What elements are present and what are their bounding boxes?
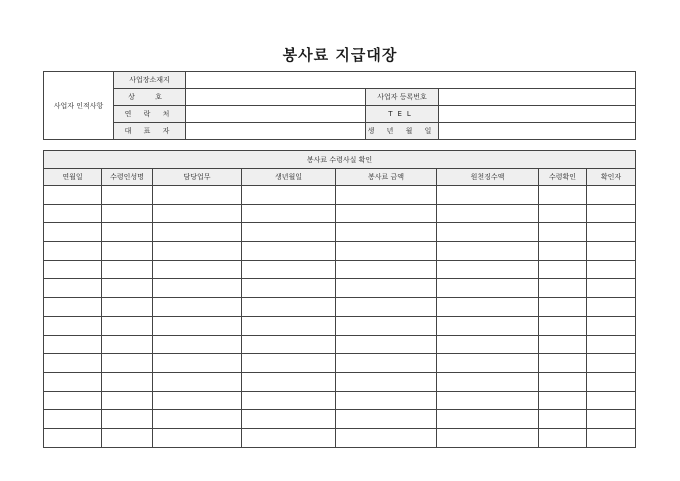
table-cell[interactable]	[587, 223, 636, 242]
table-cell[interactable]	[153, 223, 242, 242]
column-header: 수령인성명	[102, 169, 153, 186]
table-row	[44, 260, 636, 279]
table-cell[interactable]	[153, 242, 242, 261]
table-cell[interactable]	[539, 335, 587, 354]
location-field[interactable]	[186, 72, 636, 89]
table-cell[interactable]	[336, 204, 437, 223]
table-row	[44, 223, 636, 242]
table-row	[44, 242, 636, 261]
table-row	[44, 204, 636, 223]
table-cell[interactable]	[587, 354, 636, 373]
table-cell[interactable]	[242, 316, 336, 335]
table-cell[interactable]	[153, 186, 242, 205]
table-row	[44, 279, 636, 298]
table-cell[interactable]	[587, 242, 636, 261]
table-cell[interactable]	[437, 428, 539, 447]
table-cell[interactable]	[587, 372, 636, 391]
table-cell[interactable]	[587, 260, 636, 279]
table-cell[interactable]	[102, 354, 153, 373]
table-cell[interactable]	[336, 410, 437, 429]
table-cell[interactable]	[44, 279, 102, 298]
table-cell[interactable]	[242, 410, 336, 429]
table-cell[interactable]	[437, 279, 539, 298]
trade-name-field[interactable]	[186, 89, 366, 106]
table-cell[interactable]	[336, 260, 437, 279]
table-cell[interactable]	[102, 316, 153, 335]
table-cell[interactable]	[539, 428, 587, 447]
column-header: 원천징수액	[437, 169, 539, 186]
table-row	[44, 391, 636, 410]
table-cell[interactable]	[153, 391, 242, 410]
table-cell[interactable]	[437, 242, 539, 261]
table-cell[interactable]	[336, 242, 437, 261]
table-cell[interactable]	[102, 223, 153, 242]
table-cell[interactable]	[437, 391, 539, 410]
location-label: 사업장소재지	[114, 72, 186, 89]
table-cell[interactable]	[44, 242, 102, 261]
table-cell[interactable]	[539, 316, 587, 335]
table-cell[interactable]	[336, 335, 437, 354]
column-header: 수령확인	[539, 169, 587, 186]
table-cell[interactable]	[336, 186, 437, 205]
contact-label: 연 락 처	[114, 106, 186, 123]
table-cell[interactable]	[437, 316, 539, 335]
table-cell[interactable]	[102, 260, 153, 279]
table-cell[interactable]	[44, 335, 102, 354]
table-cell[interactable]	[102, 279, 153, 298]
representative-field[interactable]	[186, 123, 366, 140]
table-cell[interactable]	[242, 335, 336, 354]
table-cell[interactable]	[242, 428, 336, 447]
table-cell[interactable]	[437, 354, 539, 373]
table-cell[interactable]	[587, 428, 636, 447]
table-cell[interactable]	[336, 391, 437, 410]
representative-label: 대 표 자	[114, 123, 186, 140]
table-cell[interactable]	[44, 372, 102, 391]
table-cell[interactable]	[44, 354, 102, 373]
table-cell[interactable]	[102, 298, 153, 317]
table-cell[interactable]	[44, 223, 102, 242]
table-cell[interactable]	[539, 391, 587, 410]
table-cell[interactable]	[242, 391, 336, 410]
tel-label: TEL	[366, 106, 439, 123]
table-row	[44, 316, 636, 335]
table-cell[interactable]	[153, 354, 242, 373]
table-cell[interactable]	[102, 428, 153, 447]
table-row	[44, 428, 636, 447]
table-cell[interactable]	[587, 391, 636, 410]
service-charge-records-table	[43, 150, 636, 448]
table-row	[44, 372, 636, 391]
table-cell[interactable]	[437, 372, 539, 391]
column-header: 연월일	[44, 169, 102, 186]
table-cell[interactable]	[242, 242, 336, 261]
business-info-section-label: 사업자 인적사항	[44, 72, 114, 140]
table-row	[44, 298, 636, 317]
table-cell[interactable]	[587, 298, 636, 317]
table-cell[interactable]	[437, 410, 539, 429]
column-header: 봉사료 금액	[336, 169, 437, 186]
table-cell[interactable]	[242, 204, 336, 223]
table-cell[interactable]	[437, 223, 539, 242]
table-cell[interactable]	[336, 223, 437, 242]
records-section-title: 봉사료 수령사실 확인	[44, 151, 636, 169]
registration-number-label: 사업자 등록번호	[366, 89, 439, 106]
trade-name-label: 상 호	[114, 89, 186, 106]
business-info-table	[43, 71, 636, 140]
table-cell[interactable]	[539, 354, 587, 373]
table-cell[interactable]	[539, 279, 587, 298]
table-cell[interactable]	[336, 298, 437, 317]
table-cell[interactable]	[44, 260, 102, 279]
table-cell[interactable]	[587, 410, 636, 429]
table-cell[interactable]	[44, 410, 102, 429]
column-header: 생년월일	[242, 169, 336, 186]
table-cell[interactable]	[44, 298, 102, 317]
table-cell[interactable]	[336, 428, 437, 447]
table-cell[interactable]	[336, 316, 437, 335]
table-cell[interactable]	[153, 428, 242, 447]
table-cell[interactable]	[242, 372, 336, 391]
table-cell[interactable]	[153, 204, 242, 223]
registration-number-field[interactable]	[439, 89, 636, 106]
table-cell[interactable]	[539, 260, 587, 279]
table-cell[interactable]	[587, 316, 636, 335]
table-cell[interactable]	[587, 204, 636, 223]
table-cell[interactable]	[102, 410, 153, 429]
table-cell[interactable]	[539, 410, 587, 429]
table-cell[interactable]	[153, 298, 242, 317]
column-header: 확인자	[587, 169, 636, 186]
table-cell[interactable]	[242, 186, 336, 205]
table-cell[interactable]	[242, 223, 336, 242]
table-cell[interactable]	[437, 298, 539, 317]
birthdate-label: 생 년 월 일	[366, 123, 439, 140]
table-cell[interactable]	[102, 242, 153, 261]
birthdate-field[interactable]	[439, 123, 636, 140]
table-cell[interactable]	[539, 186, 587, 205]
table-cell[interactable]	[539, 372, 587, 391]
contact-field[interactable]	[186, 106, 366, 123]
table-cell[interactable]	[437, 335, 539, 354]
table-cell[interactable]	[153, 279, 242, 298]
table-cell[interactable]	[153, 335, 242, 354]
table-row	[44, 335, 636, 354]
table-cell[interactable]	[539, 223, 587, 242]
table-cell[interactable]	[437, 186, 539, 205]
table-cell[interactable]	[437, 260, 539, 279]
table-cell[interactable]	[44, 204, 102, 223]
table-cell[interactable]	[153, 372, 242, 391]
table-cell[interactable]	[242, 260, 336, 279]
table-row	[44, 410, 636, 429]
table-cell[interactable]	[587, 335, 636, 354]
table-cell[interactable]	[102, 335, 153, 354]
column-header: 담당업무	[153, 169, 242, 186]
table-cell[interactable]	[102, 372, 153, 391]
table-cell[interactable]	[153, 316, 242, 335]
table-cell[interactable]	[102, 204, 153, 223]
document-title: 봉사료 지급대장	[282, 46, 398, 64]
table-cell[interactable]	[102, 186, 153, 205]
table-cell[interactable]	[44, 316, 102, 335]
table-cell[interactable]	[539, 298, 587, 317]
table-cell[interactable]	[102, 391, 153, 410]
table-cell[interactable]	[336, 354, 437, 373]
table-cell[interactable]	[587, 186, 636, 205]
tel-field[interactable]	[439, 106, 636, 123]
table-cell[interactable]	[153, 410, 242, 429]
table-cell[interactable]	[242, 354, 336, 373]
table-cell[interactable]	[336, 372, 437, 391]
table-cell[interactable]	[242, 298, 336, 317]
table-row	[44, 186, 636, 205]
table-cell[interactable]	[587, 279, 636, 298]
table-cell[interactable]	[539, 204, 587, 223]
table-cell[interactable]	[539, 242, 587, 261]
table-cell[interactable]	[44, 428, 102, 447]
table-cell[interactable]	[44, 391, 102, 410]
table-cell[interactable]	[44, 186, 102, 205]
table-cell[interactable]	[336, 279, 437, 298]
table-cell[interactable]	[437, 204, 539, 223]
records-body	[44, 186, 636, 448]
table-cell[interactable]	[153, 260, 242, 279]
table-row	[44, 354, 636, 373]
table-cell[interactable]	[242, 279, 336, 298]
